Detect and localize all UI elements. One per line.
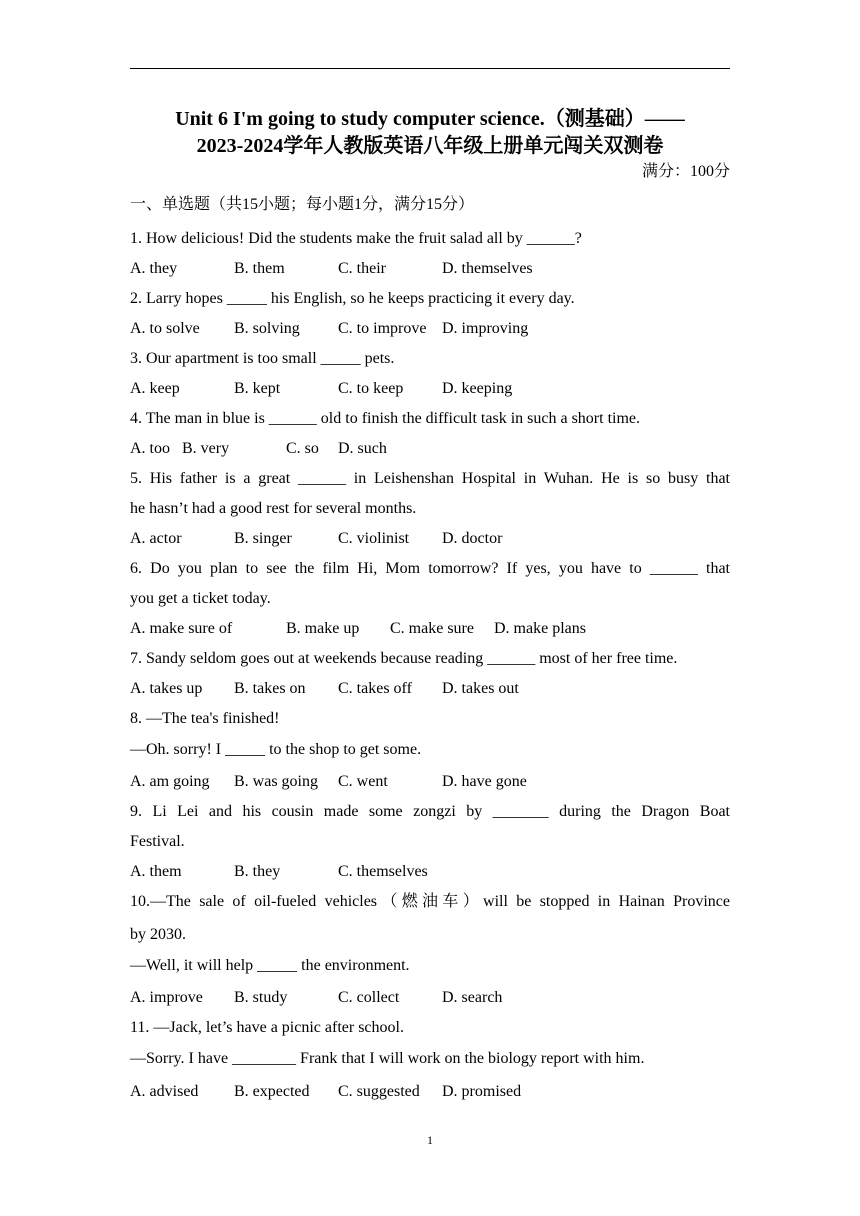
option: A. improve — [130, 989, 203, 1006]
question-stem: 1. How delicious! Did the students make the fruit salad all by ______? — [130, 230, 582, 247]
question-stem: 2. Larry hopes _____ his English, so he keeps practicing it every day. — [130, 290, 575, 307]
title-line-1: Unit 6 I'm going to study computer science.（测基础）—— — [175, 108, 685, 130]
option: A. keep — [130, 380, 180, 397]
option: D. have gone — [442, 773, 527, 790]
header-rule — [130, 68, 730, 69]
option: B. make up — [286, 620, 360, 637]
question-stem-continued: Festival. — [130, 833, 185, 850]
option: D. promised — [442, 1083, 522, 1100]
question-stem-continued: —Oh. sorry! I _____ to the shop to get some. — [130, 741, 422, 758]
option: B. very — [182, 440, 230, 457]
option: C. to keep — [338, 380, 404, 397]
option: C. takes off — [338, 680, 412, 697]
question-stem-continued: —Sorry. I have ________ Frank that I will work on the biology report with him. — [130, 1050, 645, 1067]
question-stem: 11. —Jack, let’s have a picnic after school. — [130, 1019, 404, 1036]
question-stem: 5. His father is a great ______ in Leishenshan Hospital in Wuhan. He is so busy that — [130, 470, 730, 487]
question-stem: 8. —The tea's finished! — [130, 710, 280, 727]
option: B. expected — [234, 1083, 310, 1100]
option: C. themselves — [338, 863, 428, 880]
question-stem-continued: he hasn’t had a good rest for several months. — [130, 500, 417, 517]
question-stem: 9. Li Lei and his cousin made some zongzi by _______ during the Dragon Boat — [130, 803, 730, 820]
option: C. to improve — [338, 320, 427, 337]
question-stem-continued: you get a ticket today. — [130, 590, 271, 607]
page-number: 1 — [427, 1133, 433, 1147]
option: D. keeping — [442, 380, 513, 397]
title-line-2: 2023-2024学年人教版英语八年级上册单元闯关双测卷 — [196, 135, 664, 157]
option: D. search — [442, 989, 503, 1006]
option: D. such — [338, 440, 387, 457]
option: B. takes on — [234, 680, 306, 697]
question-stem: 4. The man in blue is ______ old to finish the difficult task in such a short time. — [130, 410, 641, 427]
option: D. improving — [442, 320, 529, 337]
question-stem-continued: by 2030. — [130, 926, 186, 943]
option: A. too — [130, 440, 170, 457]
section-heading: 一、单选题（共15小题；每小题1分，满分15分） — [130, 196, 475, 213]
question-stem: 6. Do you plan to see the film Hi, Mom tomorrow? If yes, you have to ______ that — [130, 560, 730, 577]
option: A. am going — [130, 773, 210, 790]
option: C. collect — [338, 989, 400, 1006]
option: B. study — [234, 989, 288, 1006]
option: C. so — [286, 440, 319, 457]
question-stem: 7. Sandy seldom goes out at weekends because reading ______ most of her free time. — [130, 650, 678, 667]
option: A. advised — [130, 1083, 199, 1100]
option: B. them — [234, 260, 285, 277]
option: C. their — [338, 260, 386, 277]
option: B. singer — [234, 530, 292, 547]
question-stem: 3. Our apartment is too small _____ pets. — [130, 350, 395, 367]
option: A. they — [130, 260, 178, 277]
option: D. doctor — [442, 530, 503, 547]
option: D. takes out — [442, 680, 519, 697]
option: C. violinist — [338, 530, 410, 547]
option: B. was going — [234, 773, 318, 790]
option: A. takes up — [130, 680, 203, 697]
option: D. themselves — [442, 260, 533, 277]
option: B. kept — [234, 380, 281, 397]
option: C. make sure — [390, 620, 474, 637]
option: A. them — [130, 863, 182, 880]
option: B. they — [234, 863, 281, 880]
option: D. make plans — [494, 620, 586, 637]
option: B. solving — [234, 320, 300, 337]
option: A. make sure of — [130, 620, 233, 637]
option: C. went — [338, 773, 388, 790]
option: A. to solve — [130, 320, 200, 337]
option: A. actor — [130, 530, 182, 547]
option: C. suggested — [338, 1083, 420, 1100]
question-stem: 10.—The sale of oil-fueled vehicles（燃油车）will be stopped in Hainan Province — [130, 893, 730, 910]
full-score: 满分：100分 — [641, 163, 730, 180]
question-stem-continued: —Well, it will help _____ the environment. — [130, 957, 410, 974]
